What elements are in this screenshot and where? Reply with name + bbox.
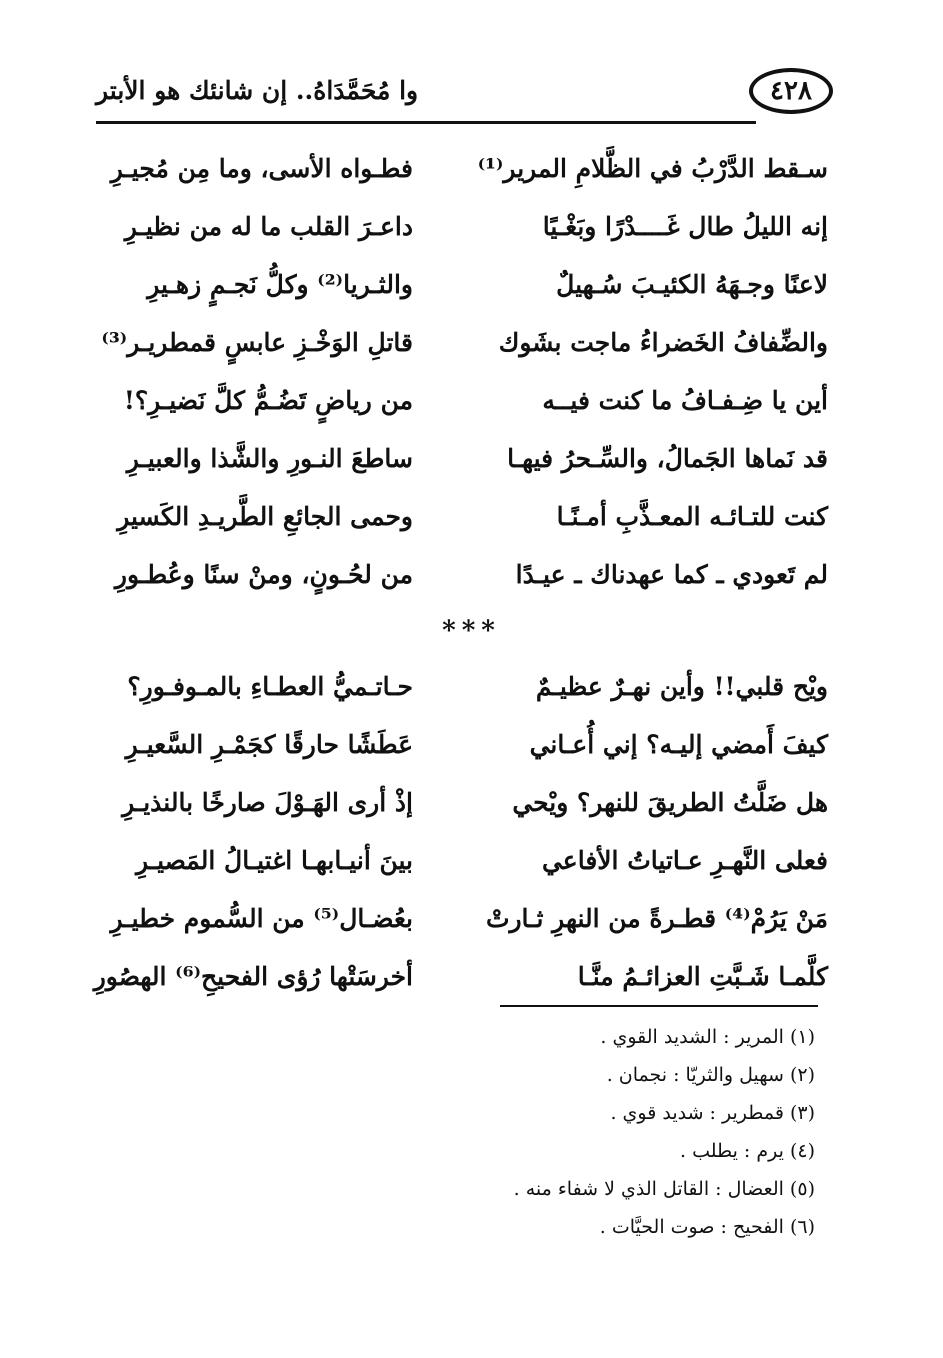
verse-line xyxy=(88,774,828,832)
header-rule xyxy=(96,121,756,124)
verse-second-hemistich: بينَ أنيـابهـا اغتيـالُ المَصيـرِ xyxy=(135,846,413,875)
verse-line xyxy=(88,372,828,430)
verse-first-hemistich: قد نَماها الجَمالُ، والسِّـحرُ فيهـا xyxy=(507,444,828,473)
verse-line xyxy=(88,658,828,716)
verse-first-hemistich: ويْح قلبي!! وأين نهـرٌ عظيـمٌ xyxy=(535,672,828,701)
verse-line xyxy=(88,314,828,372)
footnote: (٢) سهيل والثريّا : نجمان . xyxy=(606,1064,815,1086)
verse-first-hemistich: هل ضَلَّتُ الطريقَ للنهر؟ ويْحي xyxy=(512,788,828,817)
verse-first-hemistich: سـقط الدَّرْبُ في الظَّلامِ المرير⁽¹⁾ xyxy=(477,154,828,183)
verse-line xyxy=(88,948,828,1006)
verse-second-hemistich: حـاتـميُّ العطـاءِ بالمـوفـورِ؟ xyxy=(127,672,413,701)
verse-line xyxy=(88,546,828,604)
verse-first-hemistich: كلَّمـا شَـبَّتِ العزائـمُ منَّـا xyxy=(577,962,828,991)
verse-first-hemistich: إنه الليلُ طال غَــــدْرًا وبَغْـيًا xyxy=(542,212,828,241)
verse-second-hemistich: قاتلِ الوَخْـزِ عابسٍ قمطريـر⁽³⁾ xyxy=(101,328,413,357)
verse-line xyxy=(88,890,828,948)
verse-first-hemistich: مَنْ يَرُمْ⁽⁴⁾ قطـرةً من النهرِ ثـارتْ xyxy=(485,904,828,933)
stanza-separator: *** xyxy=(442,616,501,646)
poem-stanza-1 xyxy=(88,140,828,604)
footnote: (١) المرير : الشديد القوي . xyxy=(600,1026,815,1048)
footnotes xyxy=(335,1018,815,1246)
verse-line xyxy=(88,140,828,198)
footnote: (٥) العضال : القاتل الذي لا شفاء منه . xyxy=(513,1178,815,1200)
verse-second-hemistich: والثـريا⁽²⁾ وكلُّ نَجـمٍ زهـيرِ xyxy=(147,270,413,299)
footnote: (٦) الفحيح : صوت الحيَّات . xyxy=(599,1216,815,1238)
verse-second-hemistich: بعُضـال⁽⁵⁾ من السُّموم خطيـرِ xyxy=(110,904,413,933)
verse-first-hemistich: والضِّفافُ الخَضراءُ ماجت بشَوك xyxy=(498,328,828,357)
verse-second-hemistich: من رياضٍ تَضُـمُّ كلَّ نَضيـرِ؟! xyxy=(123,386,413,415)
verse-second-hemistich: من لحُـونٍ، ومنْ سنًا وعُطـورِ xyxy=(114,560,413,589)
page-number: ٤٢٨ xyxy=(749,68,833,114)
verse-second-hemistich: داعـرَ القلب ما له من نظيـرِ xyxy=(124,212,413,241)
running-title: وا مُحَمَّدَاهُ.. إن شانئك هو الأبتر xyxy=(96,76,419,105)
verse-second-hemistich: وحمى الجائعِ الطَّريـدِ الكَسيرِ xyxy=(117,502,413,531)
verse-first-hemistich: لاعنًا وجـهَهُ الكئيـبَ سُـهيلٌ xyxy=(556,270,828,299)
verse-line xyxy=(88,488,828,546)
footnotes-rule xyxy=(500,1005,818,1007)
verse-second-hemistich: إذْ أرى الهَـوْلَ صارخًا بالنذيـرِ xyxy=(122,788,413,817)
verse-second-hemistich: فطـواه الأسى، وما مِن مُجيـرِ xyxy=(110,154,413,183)
verse-first-hemistich: كنت للتـائـه المعـذَّبِ أمـنًـا xyxy=(556,502,828,531)
verse-first-hemistich: لم تَعودي ـ كما عهدناك ـ عيـدًا xyxy=(515,560,828,589)
verse-first-hemistich: أين يا ضِـفـافُ ما كنت فيــه xyxy=(542,386,828,415)
verse-first-hemistich: فعلى النَّهـرِ عـاتياتُ الأفاعي xyxy=(541,846,828,875)
footnote: (٤) يرم : يطلب . xyxy=(679,1140,815,1162)
verse-line xyxy=(88,198,828,256)
verse-second-hemistich: عَطَشًا حارقًا كجَمْـرِ السَّعيـرِ xyxy=(125,730,413,759)
poem-stanza-2 xyxy=(88,658,828,1006)
verse-second-hemistich: أخرسَتْها رُؤى الفحيحِ⁽⁶⁾ الهصُورِ xyxy=(93,962,413,991)
page-header xyxy=(96,66,833,128)
verse-first-hemistich: كيفَ أَمضي إليـه؟ إني أُعـاني xyxy=(529,730,828,759)
footnote: (٣) قمطرير : شديد قوي . xyxy=(610,1102,815,1124)
verse-second-hemistich: ساطعَ النـورِ والشَّذا والعبيـرِ xyxy=(126,444,413,473)
verse-line xyxy=(88,832,828,890)
verse-line xyxy=(88,256,828,314)
verse-line xyxy=(88,716,828,774)
verse-line xyxy=(88,430,828,488)
